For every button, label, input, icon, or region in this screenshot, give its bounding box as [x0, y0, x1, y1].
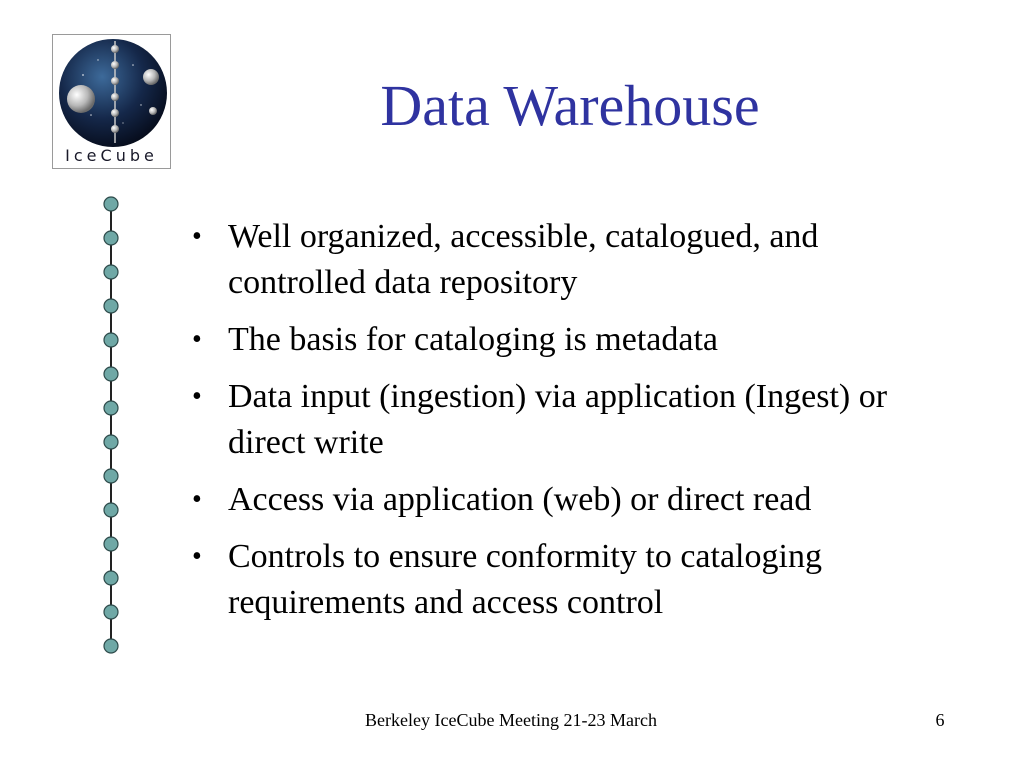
bead [104, 639, 118, 653]
bead [104, 571, 118, 585]
logo-text: IceCube [65, 146, 158, 165]
bullet-item [188, 317, 948, 363]
icecube-logo-graphic [53, 35, 172, 147]
slide-title: Data Warehouse [380, 73, 760, 138]
bullet-text: Data input (ingestion) via application (Ingest) or direct write [228, 378, 888, 461]
bead [104, 231, 118, 245]
bullet-text: Access via application (web) or direct read [228, 481, 812, 518]
bullet-item [188, 477, 948, 523]
bullet-marker: • [192, 324, 202, 355]
bead [104, 503, 118, 517]
bead [104, 333, 118, 347]
bullet-text: Controls to ensure conformity to cataloging requirements and access control [228, 538, 822, 621]
bead [104, 435, 118, 449]
bead [104, 197, 118, 211]
bullet-marker: • [192, 541, 202, 572]
bullet-text: The basis for cataloging is metadata [228, 321, 718, 358]
bead-string-decoration [96, 194, 126, 660]
page-number: 6 [935, 710, 945, 730]
bead [104, 537, 118, 551]
bead [104, 299, 118, 313]
bead [104, 469, 118, 483]
bead [104, 367, 118, 381]
bead [104, 605, 118, 619]
bullet-marker: • [192, 484, 202, 515]
bullet-item [188, 374, 948, 466]
bead [104, 265, 118, 279]
bullet-list [188, 214, 948, 637]
bullet-item [188, 214, 948, 306]
bullet-marker: • [192, 381, 202, 412]
icecube-logo [52, 34, 171, 169]
bullet-item [188, 534, 948, 626]
slide-footer: Berkeley IceCube Meeting 21-23 March [365, 710, 657, 730]
bullet-marker: • [192, 221, 202, 252]
bead [104, 401, 118, 415]
bullet-text: Well organized, accessible, catalogued, and controlled data repository [228, 218, 819, 301]
